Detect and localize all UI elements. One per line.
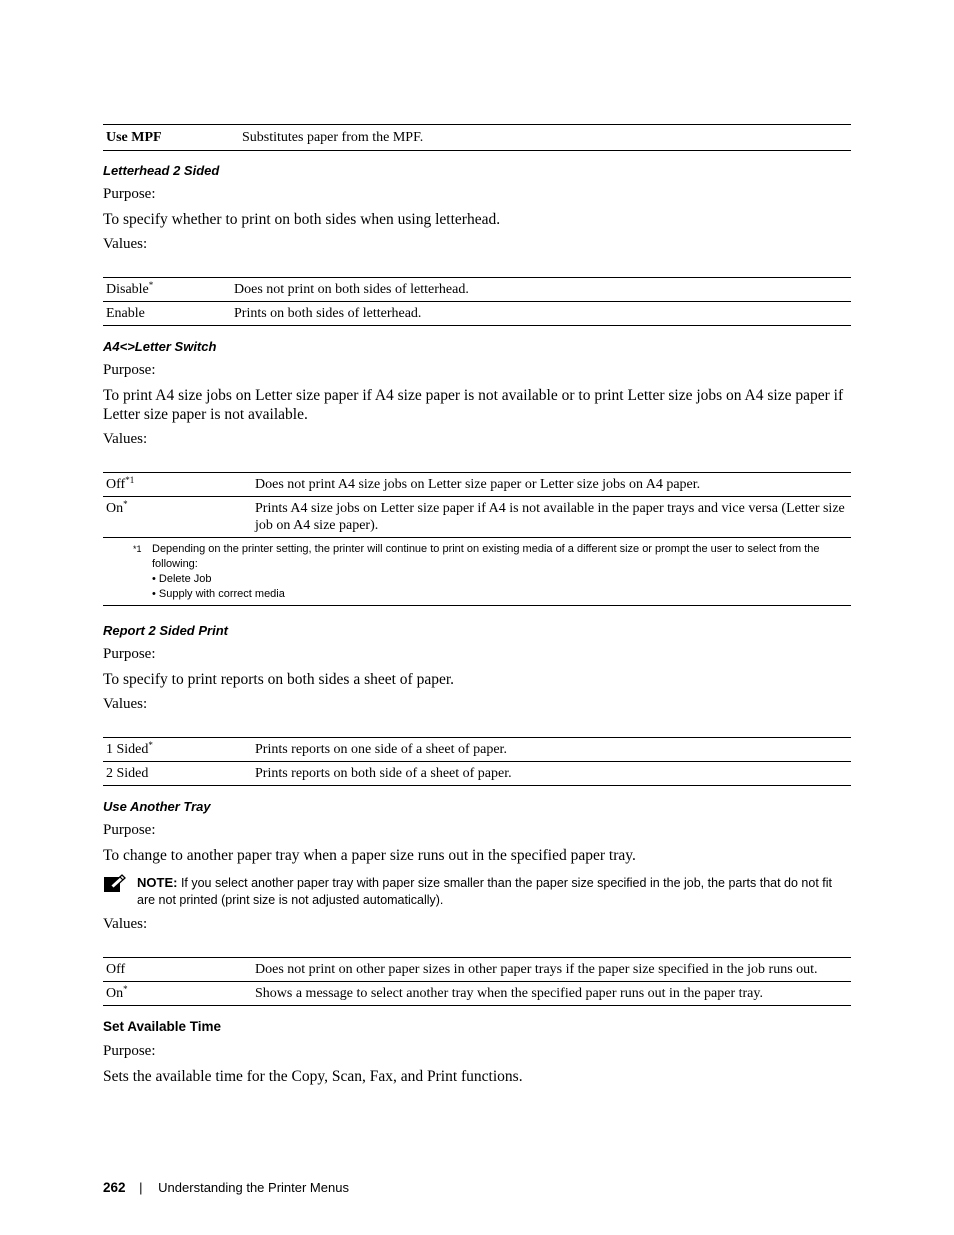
table-row xyxy=(103,958,851,982)
note-text-wrap xyxy=(137,874,851,909)
footnote-item: • Supply with correct media xyxy=(152,588,285,600)
purpose-label: Purpose: xyxy=(103,1043,156,1059)
value-name: 2 Sided xyxy=(103,762,252,786)
page-footer xyxy=(103,1180,349,1195)
value-name: Use MPF xyxy=(103,125,239,151)
section-heading-available-time: Set Available Time xyxy=(103,1019,222,1034)
footnote-item: • Delete Job xyxy=(152,573,212,585)
default-mark: * xyxy=(123,499,128,509)
value-name-text: 1 Sided xyxy=(106,742,149,757)
purpose-label: Purpose: xyxy=(103,822,156,838)
value-description: Prints reports on one side of a sheet of paper. xyxy=(252,738,851,762)
note-label: NOTE: xyxy=(137,875,178,890)
purpose-text: To specify whether to print on both sides when using letterhead. xyxy=(103,211,501,228)
value-description: Does not print on other paper sizes in other paper trays if the paper size specified in the job runs out. xyxy=(252,958,851,982)
use-another-tray-values-table xyxy=(103,957,851,1006)
value-name xyxy=(103,982,252,1006)
purpose-label: Purpose: xyxy=(103,186,156,202)
value-name: Enable xyxy=(103,302,231,326)
default-mark: * xyxy=(148,280,154,290)
footnote-body: *1 Depending on the printer setting, the printer will continue to print on existing media of a different size or prompt the user to select from the following: • Delete Job • Supply with correct media xyxy=(133,542,848,602)
value-description: Substitutes paper from the MPF. xyxy=(239,125,851,151)
note-block xyxy=(103,874,851,909)
default-mark: * xyxy=(123,984,128,994)
note-pencil-icon xyxy=(103,874,127,899)
value-description: Prints reports on both side of a sheet of paper. xyxy=(252,762,851,786)
footnote-text: Depending on the printer setting, the printer will continue to print on existing media of a different size or prompt the user to select from the following: xyxy=(152,543,820,570)
footer-section-title: Understanding the Printer Menus xyxy=(158,1180,349,1195)
table-row xyxy=(103,125,851,151)
section-heading-letterhead: Letterhead 2 Sided xyxy=(103,163,220,178)
footnote-item-text: Delete Job xyxy=(158,573,212,585)
table-footnote xyxy=(103,538,851,606)
values-label: Values: xyxy=(103,916,148,932)
value-description: Does not print A4 size jobs on Letter size paper or Letter size jobs on A4 paper. xyxy=(252,473,851,497)
table-row xyxy=(103,302,851,326)
value-name-text: Disable xyxy=(106,282,149,297)
value-name: Off xyxy=(103,958,252,982)
purpose-text: To specify to print reports on both sides a sheet of paper. xyxy=(103,671,455,688)
table-row xyxy=(103,738,851,762)
purpose-label: Purpose: xyxy=(103,646,156,662)
values-label: Values: xyxy=(103,431,148,447)
footnote-mark: *1 xyxy=(125,475,135,485)
table-row xyxy=(103,982,851,1006)
value-name-text: Off xyxy=(106,477,126,492)
purpose-text: To change to another paper tray when a paper size runs out in the specified paper tray. xyxy=(103,847,636,864)
value-name xyxy=(103,738,252,762)
values-label: Values: xyxy=(103,696,148,712)
table-row xyxy=(103,278,851,302)
value-description: Does not print on both sides of letterhead. xyxy=(231,278,851,302)
table-row xyxy=(103,497,851,538)
value-name xyxy=(103,473,252,497)
report-2-sided-values-table xyxy=(103,737,851,786)
a4-letter-values-table xyxy=(103,472,851,606)
section-heading-use-another-tray: Use Another Tray xyxy=(103,799,211,814)
use-mpf-table xyxy=(103,124,851,151)
value-name-text: On xyxy=(106,501,124,516)
value-name xyxy=(103,497,252,538)
purpose-text: To print A4 size jobs on Letter size paper if A4 size paper is not available or to print Letter size jobs on A4 size paper if Letter size paper is not available. xyxy=(103,387,844,423)
footnote-item-text: Supply with correct media xyxy=(158,588,285,600)
value-name xyxy=(103,278,231,302)
section-heading-a4-letter: A4<>Letter Switch xyxy=(103,339,217,354)
value-name-text: On xyxy=(106,986,124,1001)
purpose-label: Purpose: xyxy=(103,362,156,378)
table-row xyxy=(103,473,851,497)
page-number: 262 xyxy=(103,1180,126,1195)
purpose-text: Sets the available time for the Copy, Scan, Fax, and Print functions. xyxy=(103,1068,523,1085)
note-text: If you select another paper tray with paper size smaller than the paper size specified in the job, the parts that do not fit are not printed (print size is not adjusted automatically). xyxy=(137,876,832,907)
letterhead-values-table xyxy=(103,277,851,326)
value-description: Prints A4 size jobs on Letter size paper if A4 is not available in the paper trays and vice versa (Letter size job on A4 size paper). xyxy=(252,497,851,538)
table-row xyxy=(103,762,851,786)
footer-separator: | xyxy=(139,1180,143,1195)
value-description: Shows a message to select another tray when the specified paper runs out in the paper tray. xyxy=(252,982,851,1006)
table-footnote-row xyxy=(103,538,851,606)
section-heading-report-2-sided: Report 2 Sided Print xyxy=(103,623,228,638)
value-description: Prints on both sides of letterhead. xyxy=(231,302,851,326)
default-mark: * xyxy=(148,740,153,750)
values-label: Values: xyxy=(103,236,148,252)
